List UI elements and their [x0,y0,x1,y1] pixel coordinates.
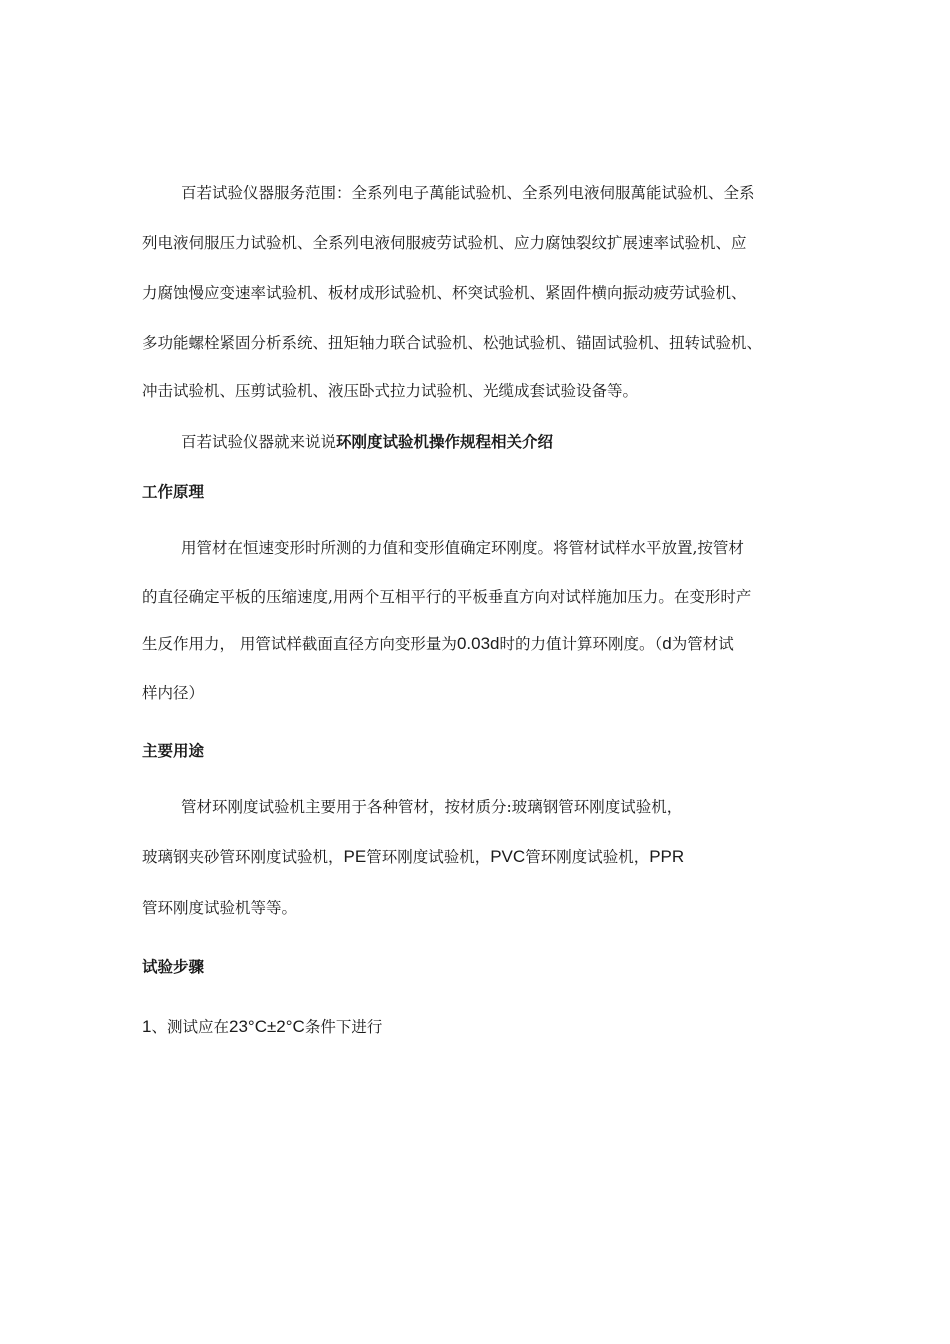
principle-heading: 工作原理 [142,483,205,501]
intro-line-1: 百若试验仪器服务范围：全系列电子萬能试验机、全系列电液伺服萬能试验机、全系 [181,184,755,202]
topic-line [181,432,553,452]
intro-line-5: 冲击试验机、压剪试验机、液压卧式拉力试验机、光缆成套试验设备等。 [142,382,639,400]
step-1-text-a: 、测试应在 [151,1018,229,1036]
principle-line-3-a: 生反作用力， 用管试样截面直径方向变形量为 [142,635,457,653]
step-1 [142,1017,382,1037]
usage-pe: PE [343,847,367,866]
topic-prefix: 百若试验仪器就来说说 [181,433,337,451]
step-1-number: 1 [142,1017,152,1036]
principle-line-4: 样内径） [142,684,205,702]
principle-line-3-e: 为管材试 [671,635,734,653]
principle-line-1: 用管材在恒速变形时所测的力值和变形值确定环刚度。将管材试样水平放置,按管材 [181,539,744,557]
usage-pvc: PVC [490,847,526,866]
deformation-value: 0.03d [456,634,500,653]
step-1-text-b: 条件下进行 [304,1018,383,1036]
usage-line-2 [142,847,684,867]
intro-line-4: 多功能螺栓紧固分析系统、扭矩轴力联合试验机、松弛试验机、锚固试验机、扭转试验机、 [142,334,763,352]
usage-line-3: 管环刚度试验机等等。 [142,899,298,917]
principle-line-2: 的直径确定平板的压缩速度,用两个互相平行的平板垂直方向对试样施加压力。在变形时产 [142,588,752,606]
topic-title: 环刚度试验机操作规程相关介绍 [336,433,554,451]
intro-line-2: 列电液伺服压力试验机、全系列电液伺服疲劳试验机、应力腐蚀裂纹扩展速率试验机、应 [142,234,747,252]
usage-line-2-c: 管环刚度试验机， [366,848,491,866]
diameter-symbol: d [662,634,672,653]
step-1-temperature: 23°C±2°C [228,1017,305,1036]
principle-line-3 [142,634,734,654]
usage-heading: 主要用途 [142,742,205,760]
usage-line-2-a: 玻璃钢夹砂管环刚度试验机， [142,848,344,866]
usage-line-2-e: 管环刚度试验机， [525,848,650,866]
usage-ppr: PPR [649,847,685,866]
usage-line-1: 管材环刚度试验机主要用于各种管材，按材质分:玻璃钢管环刚度试验机， [181,798,683,816]
intro-line-3: 力腐蚀慢应变速率试验机、板材成形试验机、杯突试验机、紧固件横向振动疲劳试验机、 [142,284,747,302]
steps-heading: 试验步骤 [142,958,205,976]
principle-line-3-c: 时的力值计算环刚度。（ [499,635,663,653]
